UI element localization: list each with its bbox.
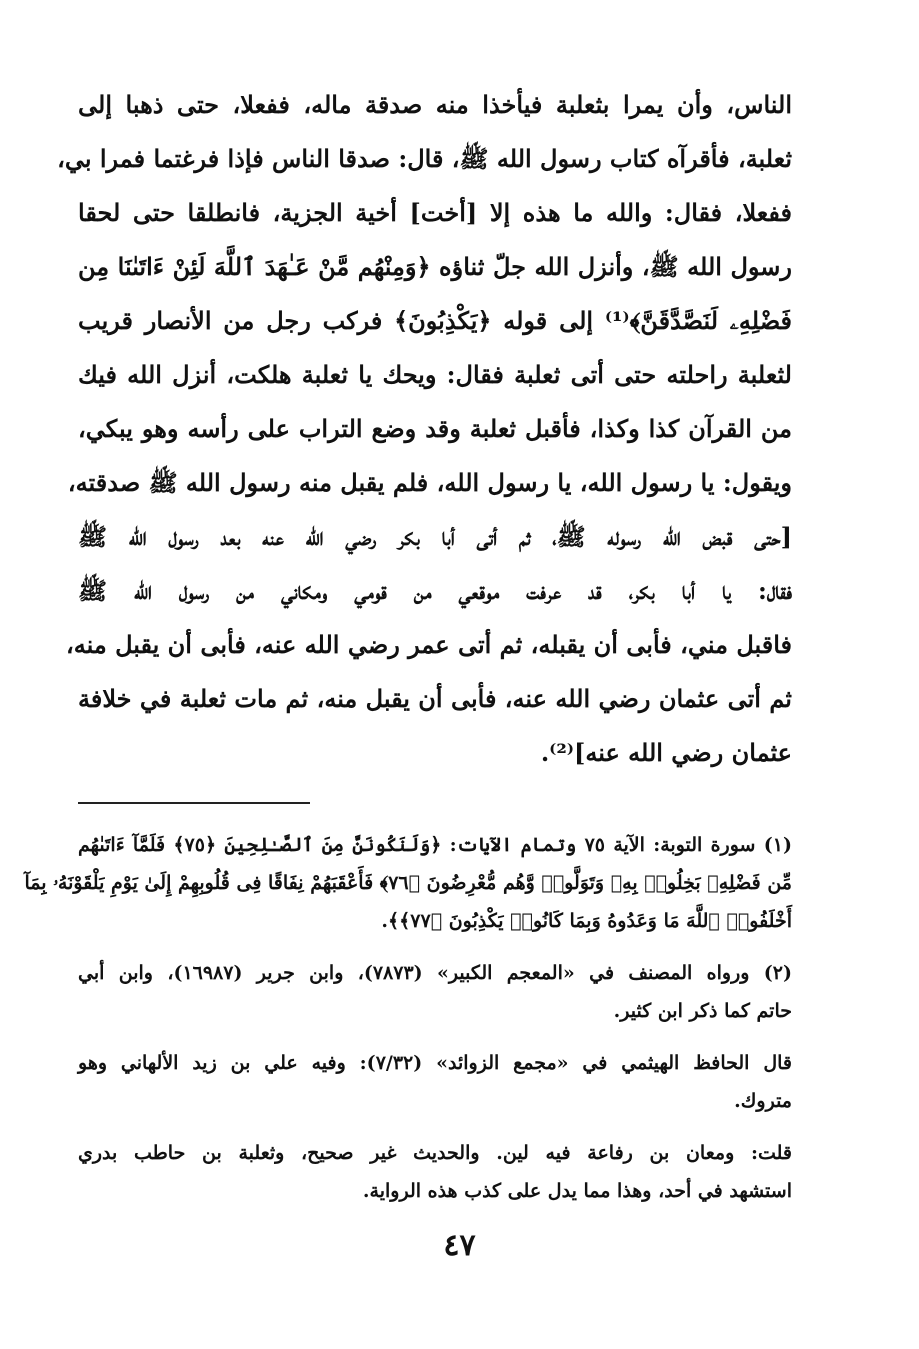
text-line: فقال: يا أبا بكر، قد عرفت موقعي من قومي ومكاني من رسول الله ﷺ — [78, 576, 792, 605]
footnote-line: مِّن فَضْلِهِۦ بَخِلُوا۟ بِهِۦ وَتَوَلَّوا۟ وَّهُم مُّعْرِضُونَ ﴿٧٦﴾ فَأَعْقَبَهُمْ نِفَاقًا فِى قُلُوبِهِمْ إِلَىٰ يَوْمِ يَلْقَوْنَهُۥ بِمَآ — [24, 872, 792, 894]
text-line: الناس، وأن يمرا بثعلبة فيأخذا منه صدقة ماله، ففعلا، حتى ذهبا إلى — [78, 90, 792, 119]
main-text — [57, 78, 793, 780]
footnote-line: قال الحافظ الهيثمي في «مجمع الزوائد» (٧/٣٢): وفيه علي بن زيد الألهاني وهو — [78, 1052, 793, 1074]
text-line: [حتى قبض الله رسوله ﷺ، ثم أتى أبا بكر رضي الله عنه بعد رسول الله ﷺ — [78, 522, 792, 551]
text-line: ثعلبة، فأقرآه كتاب رسول الله ﷺ، قال: صدقا الناس فإذا فرغتما فمرا بي، — [57, 144, 792, 173]
footnote-line: (٢) ورواه المصنف في «المعجم الكبير» (٧٨٧٣)، وابن جرير (١٦٩٨٧)، وابن أبي — [78, 962, 792, 984]
footnote-divider — [78, 802, 310, 804]
footnote-line: أَخْلَفُوا۟ ٱللَّهَ مَا وَعَدُوهُ وَبِمَا كَانُوا۟ يَكْذِبُونَ ﴿٧٧﴾﴾. — [381, 910, 792, 932]
footnote — [78, 954, 792, 1030]
page-number: ٤٧ — [443, 1228, 476, 1263]
footnote-line: قلت: ومعان بن رفاعة فيه لين. والحديث غير صحيح، وثعلبة بن حاطب بدري — [78, 1142, 792, 1164]
footnote — [78, 1134, 792, 1210]
text-line: ففعلا، فقال: والله ما هذه إلا [أخت] أخية الجزية، فانطلقا حتى لحقا — [78, 198, 792, 227]
text-line: ثم أتى عثمان رضي الله عنه، فأبى أن يقبل منه، ثم مات ثعلبة في خلافة — [78, 684, 792, 713]
text-line: لثعلبة راحلته حتى أتى ثعلبة فقال: ويحك يا ثعلبة هلكت، أنزل الله فيك — [78, 360, 792, 389]
text-line: رسول الله ﷺ، وأنزل الله جلّ ثناؤه ﴿وَمِنْهُم مَّنْ عَـٰهَدَ ٱللَّهَ لَئِنْ ءَاتَىٰنَا مِن — [78, 252, 792, 281]
text-line: عثمان رضي الله عنه]⁽²⁾. — [540, 738, 792, 767]
footnote — [24, 826, 792, 940]
footnote — [78, 1044, 792, 1120]
text-line: فَضْلِهِۦ لَنَصَّدَّقَنَّ﴾⁽¹⁾ إلى قوله ﴿يَكْذِبُونَ﴾ فركب رجل من الأنصار قريب — [78, 306, 793, 335]
footnote-line: متروك. — [734, 1090, 792, 1112]
footnote-line: استشهد في أحد، وهذا مما يدل على كذب هذه الرواية. — [362, 1180, 792, 1202]
text-line: فاقبل مني، فأبى أن يقبله، ثم أتى عمر رضي الله عنه، فأبى أن يقبل منه، — [66, 630, 792, 659]
text-line: ويقول: يا رسول الله، يا رسول الله، فلم يقبل منه رسول الله ﷺ صدقته، — [67, 468, 792, 497]
footnote-line: حاتم كما ذكر ابن كثير. — [613, 1000, 792, 1022]
page — [24, 78, 793, 1202]
text-line: من القرآن كذا وكذا، فأقبل ثعلبة وقد وضع التراب على رأسه وهو يبكي، — [78, 414, 792, 443]
footnote-line: (١) سورة التوبة: الآية ٧٥ وتمام الآيات: ﴿وَلَنَكُونَنَّ مِنَ ٱلصَّـٰلِحِينَ ﴿٧٥﴾ فَلَمَّآ ءَاتَىٰهُم — [78, 834, 792, 856]
footnotes — [24, 826, 793, 1224]
